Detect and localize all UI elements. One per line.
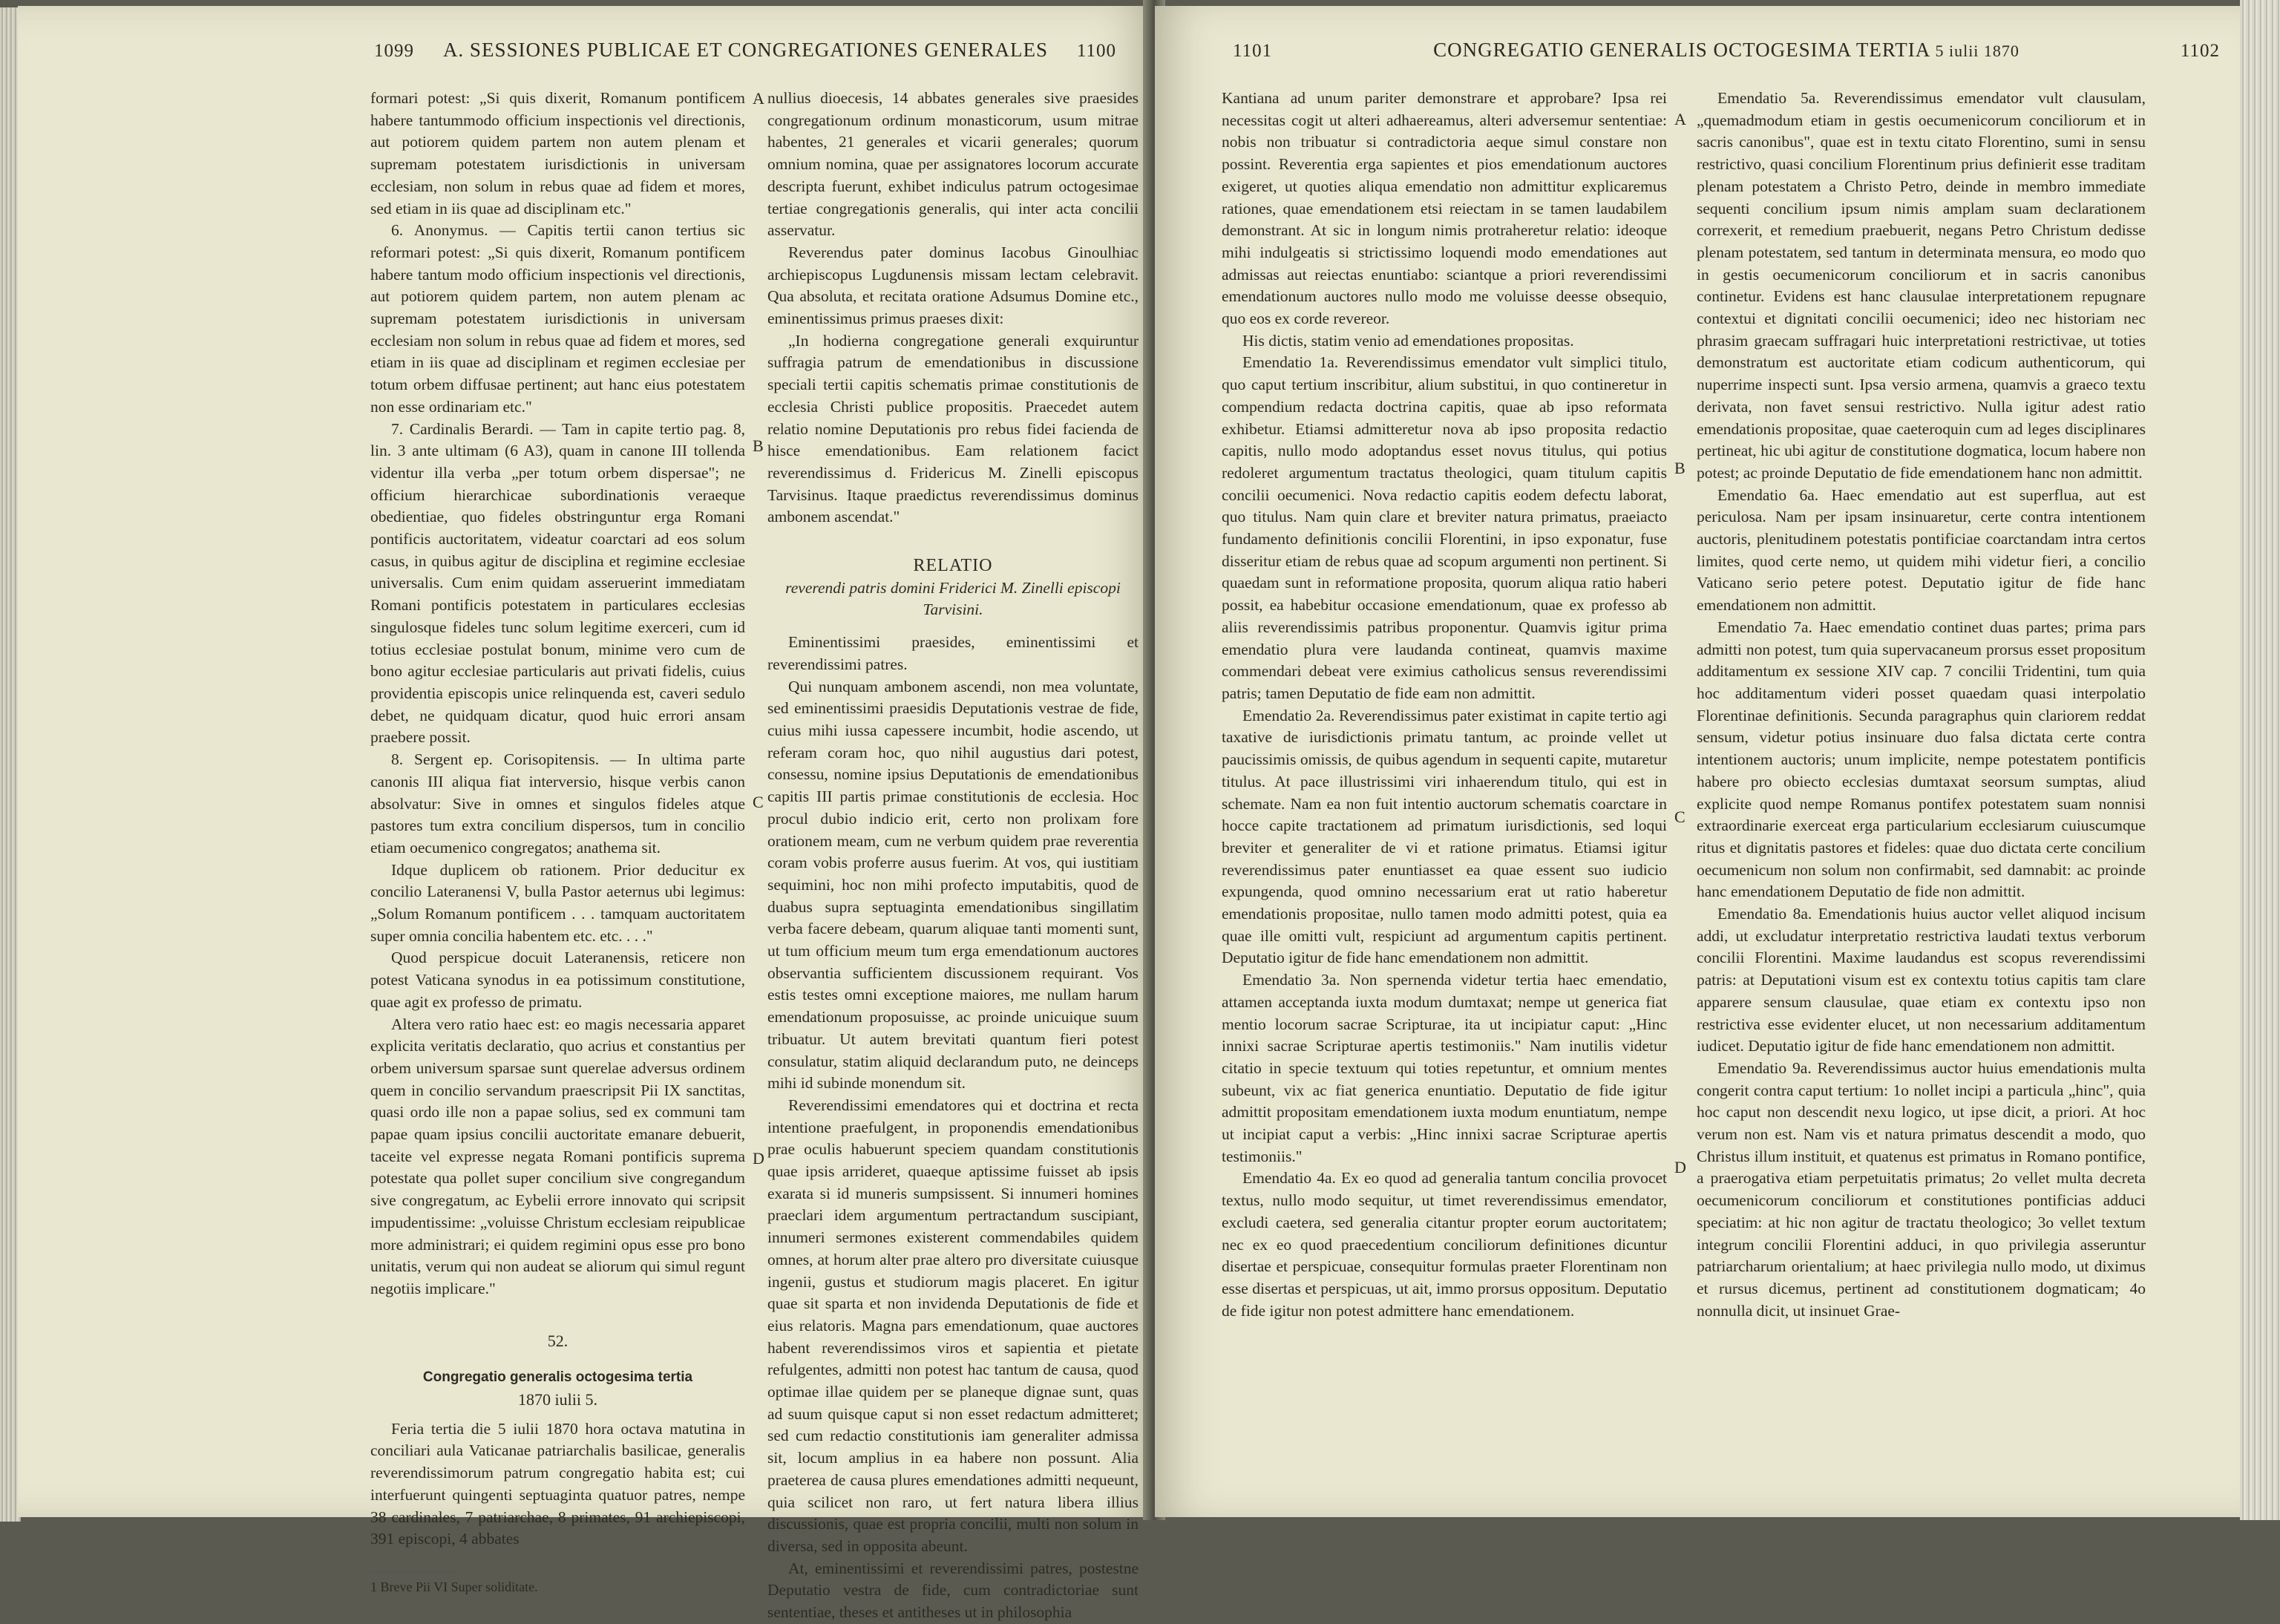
paragraph: Emendatio 8a. Emendationis huius auctor vellet aliquod incisum addi, ut excludatur interpretatio restrictiva laudati textus verborum concilii Florentini. Maxime laudandus est scopus reverendissimi patris: at Deputationi visum est ex contextu totius capitis tam clare apparere sensum clausulae, quae etiam ex contextu ipso non restrictiva esse evidenter elucet, ut non necessarium additamentum iudicet. Deputatio igitur de fide hanc emendationem non admittit. xyxy=(1697,905,2146,1055)
relatio-subtitle: reverendi patris domini Friderici M. Zinelli episcopi Tarvisini. xyxy=(785,578,1121,619)
right-page-header xyxy=(1233,39,2220,68)
relatio-heading xyxy=(767,555,1139,621)
left-page-number-2: 1100 xyxy=(1076,41,1116,61)
paragraph: nullius dioecesis, 14 abbates generales sive praesides congregationum ordinum monasticorum, usum mitrae habentes, 21 generales et vicarii generales; quorum omnium nomina, quae per assignatores locorum accurate descripta fuerunt, exhibet indiculus patrum octogesimae tertiae congregationis generalis, qui inter acta concilii asservatur. xyxy=(767,89,1139,240)
paragraph: Emendatio 9a. Reverendissimus auctor huius emendationis multa congerit contra caput tertium: 1o nollet incipi a particula „hinc", quia hoc caput non descendit nexu logico, ut ipse dicit, a priori. At hoc verum non est. Nam vis et natura primatus descendit a modo, quo Christus illum instituit, et quatenus est primatus in Romano pontifice, a praerogativa etiam perpetuitatis primatus; 2o vellet multa decreta oecumenicorum conciliorum et constitutiones pontificias adduci speciatim: at hic non agitur de tractatu theologico; 3o vellet textum integrum concilii Florentini adduci, in quo privilegia asseruntur patriarcharum orientalium; at haec privilegia nullo modo, ut diximus et rursus dicemus, pertinent ad constitutionem dogmaticam; 4o nonnulla dicit, ut insinuet Grae- xyxy=(1697,1058,2146,1320)
paragraph: Emendatio 4a. Ex eo quod ad generalia tantum concilia provocet textus, nullo modo sequitur, ut timet reverendissimus emendator, excludi caetera, sed generalia citantur propter eorum auctoritatem; nec ex eo quod praecedentium conciliorum definitiones dicuntur disertae et perspicuae, consequitur formulas praeter Florentinam non esse disertas et perspicuas, ut ait, immo prorsus oppositum. Deputatio de fide igitur non potest admittere hanc emendationem. xyxy=(1222,1169,1667,1320)
section-date: 1870 iulii 5. xyxy=(518,1390,597,1409)
section-title: Congregatio generalis octogesima tertia xyxy=(422,1369,693,1386)
left-running-title: A. SESSIONES PUBLICAE ET CONGREGATIONES GENERALES xyxy=(442,39,1048,61)
right-page-number-1: 1101 xyxy=(1233,41,1273,61)
right-running-date: 5 iulii 1870 xyxy=(1935,42,2019,60)
paragraph: Emendatio 3a. Non spernenda videtur tertia haec emendatio, attamen acceptanda iuxta modum dumtaxat; nempe ut generica fiat mentio locorum sacrae Scripturae, ita ut incipiatur caput: „Hinc innixi sacrae Scripturae apertis testimoniis." Nam inutilis videtur citatio in specie textuum qui toties repetuntur, et omnium mentes subeunt, vix ac fiat generica enuntiatio. Deputatio de fide igitur admittit propositam emendationem iuxta modum enuntiatum, nempe ut incipiat caput a verbis: „Hinc innixi sacrae Scripturae apertis testimoniis." xyxy=(1222,971,1667,1165)
section-heading xyxy=(370,1330,745,1411)
paragraph: Reverendissimi emendatores qui et doctrina et recta intentione praefulgent, in proponendis emendationibus prae oculis habuerunt speciem quandam constitutionis quae ipsis arrideret, quaeque aptissime fuisset ab ipsis exarata si id muneris sumpsissent. Si innumeri homines praeclari idem argumentum pertractandum suscipiant, innumeri sermones existerent commendabiles quidem omnes, at horum alter prae altero pro diversitate cuiusque ingenii, gustus et studiorum magis placeret. En igitur quae sit sparta et non invidenda Deputationis de fide et eius relatoris. Magna pars emendationum, quae auctores habent reverendissimos viros et sapientia et pietate refulgentes, admitti non potest hac tantum de causa, quod optimae illae quidem per se planeque dignae sunt, quas ad suum quisque caput si non esset redactum admitteret; sed cum redactio constitutionis iam generaliter admissa sit, locum amplius in ea habere non possunt. Alia praeterea de causa plures emendationes admitti nequeunt, quia scilicet non raro, ut fert natura libera illius discussionis, quae est propria concilii, multi non solum in diversa, sed in opposita abeunt. xyxy=(767,1096,1139,1555)
paragraph: Idque duplicem ob rationem. Prior deducitur ex concilio Lateranensi V, bulla Pastor aeternus ubi legimus: „Solum Romanum pontificem . . . tamquam auctoritatem super omnia concilia habentem etc. etc. . . ." xyxy=(370,860,745,945)
paragraph: Emendatio 6a. Haec emendatio aut est superflua, aut est periculosa. Nam per ipsam insinuaretur, certe contra intentionem auctoris, plenitudinem potestatis pontificiae coarctandam intra certos limites, quod certe nemo, ut quidem mihi videtur fieri, a concilio Vaticano serio petere potest. Deputatio igitur de fide hanc emendationem non admittit. xyxy=(1697,485,2146,615)
book-page-edges-right xyxy=(2240,0,2280,1520)
paragraph: At, eminentissimi et reverendissimi patres, postestne Deputatio vestra de fide, cum contradictoriae sunt sententiae, theses et antitheses ut in philosophia xyxy=(767,1559,1139,1622)
margin-letter-a: A xyxy=(753,89,764,108)
relatio-title: RELATIO xyxy=(913,556,993,576)
margin-letter-c: C xyxy=(753,793,764,811)
paragraph: Reverendus pater dominus Iacobus Ginoulhiac archiepiscopus Lugdunensis missam lectam celebravit. Qua absoluta, et recitata oratione Adsumus Domine etc., eminentissimus primus praeses dixit: xyxy=(767,243,1139,328)
paragraph: Emendatio 2a. Reverendissimus pater existimat in capite tertio agi taxative de iurisdictionis primatu tantum, ac proinde vellet ut paucissimis omissis, de quibus agendum in sequenti capite, mutaretur titulus. At pace illustrissimi viri inhaerendum titulo, qui est in schemate. Nam ea non fuit intentio auctorum schematis coarctare in hocce capite tractationem ad primatum iurisdictionis, sed loqui breviter et generaliter de vi et ratione primatus. Etiamsi igitur reverendissimus pater enuntiasset ea quae essent suo iudicio expungenda, quod omnino necessarium erat ut ratio haberetur emendationis propositae, nullo tamen modo admitti potest, quia ea quae ille omitti vult, respiciunt ad argumentum capitis pertinent. Deputatio igitur de fide hanc emendationem non admittit. xyxy=(1222,706,1667,967)
margin-letter-d: D xyxy=(753,1149,764,1168)
margin-letter-d: D xyxy=(1674,1158,1686,1176)
margin-letter-a: A xyxy=(1674,110,1686,128)
paragraph: Emendatio 7a. Haec emendatio continet duas partes; prima pars admitti non potest, tum quia supervacaneum prorsus esset propositum additamentum ex sessione XIV cap. 7 concilii Tridentini, tum quia hoc additamentum videri posset quaedam quasi interpolatio Florentinae definitionis. Secunda paragraphus quin clariorem reddat sensum, videtur potius insinuare duo falsa dictata certe contra intentionem auctoris; unum implicite, nempe potestatem pontificis habere pro obiecto ecclesias dumtaxat seorsum sumptas, aliud explicite quod nempe Romanus pontifex potestatem suam nonnisi extraordinarie exerceat erga particularium ecclesiarum cuiuscumque ritus et dignitatis pastores et fideles: quae duo dictata certe concilium oecumenicum non solum non confirmabit, sed damnabit: ac proinde hanc emendationem Deputatio de fide non admittit. xyxy=(1697,618,2146,901)
paragraph: 7. Cardinalis Berardi. — Tam in capite tertio pag. 8, lin. 3 ante ultimam (6 A3), quam in canone III tollenda videntur illa verba „per totum orbem dispersae"; ne officium hierarchicae subordinationis veraeque obedientiae, quo fideles obstringuntur erga Romani pontificis auctoritatem, videatur coarctari ad eos solum casus, in quibus agitur de disciplina et regimine ecclesiae universalis. Cum enim quidam asseruerint immediatam Romani pontificis potestatem in particulares ecclesias singulosque fideles tunc solum legitime exerceri, cum id totius ecclesiae postulat bonum, minime vero cum de bono agitur ecclesiae particularis aut privati fidelis, cuius providentia episcopis unice relinquenda est, caveri sedulo debet, ne quidquam dicatur, quod huic errori ansam praebere possit. xyxy=(370,419,745,747)
right-column-a xyxy=(1222,88,1667,1322)
right-running-title-text: CONGREGATIO GENERALIS OCTOGESIMA TERTIA xyxy=(1433,39,1930,61)
paragraph: 6. Anonymus. — Capitis tertii canon tertius sic reformari potest: „Si quis dixerit, Romanum pontificem habere tantum modo officium inspectionis vel directionis, aut potiorem quidem partem, non autem plenam ac supremam potestatem iurisdictionis in universam ecclesiam non solum in rebus quae ad fidem et mores, sed etiam in iis quae ad disciplinam et regimen ecclesiae per totum orbem diffusae pertinent; aut hanc eius potestatem non esse ordinariam etc." xyxy=(370,221,745,416)
footnote-rule xyxy=(370,1571,459,1572)
paragraph: Emendatio 5a. Reverendissimus emendator vult clausulam, „quemadmodum etiam in gestis oecumenicorum conciliorum et in sacris canonibus", quae est in textu citato Florentino, sumi in sensu restrictivo, quasi concilium Florentinum prius definierit esse traditam plenam potestatem a Christo Petro, deinde in membro immediate sequenti concilium ipsum nimis amplam suam declarationem correxerit, et remedium praebuerit, negans Petro Christum dedisse plenam potestatem, sed tantum in determinata mensura, eo modo quo in gestis oecumenicorum conciliorum et in sacris canonibus continetur. Evidens est hanc clausulae interpretationem repugnare contextui et dignitati concilii oecumenici; ideo nec historiam nec phrasim graecam suffragari huic interpretationi restrictivae, ut toties demonstratum est auctoritate etiam codicum authenticorum, qui nuperrime inspecti sunt. Ipsa versio armena, quamvis a graeco textu derivata, non favet sensui restrictivo. Nulla igitur adest ratio emendationis propositae, quae caeteroquin cum ad leges disciplinares pertineat, hic ubi agitur de constitutione dogmatica, locum habere non potest; ac proinde Deputatio de fide emendationem hanc non admittit. xyxy=(1697,89,2146,482)
left-page xyxy=(18,6,1153,1622)
margin-letter-b: B xyxy=(753,436,764,455)
right-running-title xyxy=(1433,39,2019,62)
paragraph: „In hodierna congregatione generali exquiruntur suffragia patrum de emendationibus in discussione speciali tertii capitis schematis primae constitutionis de ecclesia Christi publice propositis. Praecedet autem relatio nomine Deputationis pro rebus fidei facienda de hisce emendationibus. Eam relationem facict reverendissimus d. Fridericus M. Zinelli episcopus Tarvisinus. Itaque praedictus reverendissimus dominus ambonem ascendat." xyxy=(767,331,1139,526)
right-page-number-2: 1102 xyxy=(2180,41,2220,61)
left-column-b xyxy=(767,88,1139,1624)
section-number: 52. xyxy=(547,1331,569,1350)
paragraph: Qui nunquam ambonem ascendi, non mea voluntate, sed eminentissimi praesidis Deputationis vestrae de fide, cuius mihi iussa capessere incumbit, hodie ascendo, ut referam coram hoc, quo nihil augustius dari potest, consessu, nomine ipsius Deputationis de emendationibus capitis III partis primae constitutionis de ecclesia. Hoc procul dubio indicio erit, certo non prolixam fore orationem meam, cum ne verbum quidem prae reverentia coram vobis proferre ausus fuerim. At vos, qui iustitiam sequimini, hoc non mihi profecto imputabitis, quod de duabus supra septuaginta emendationibus singillatim verba facere debeam, quarum aliquae tanti momenti sunt, ut tum officium meum tum erga emendationum auctores observantia sufficientem discussionem requirant. Vos estis testes omni exceptione maiores, me nullam harum emendationum proposuisse, ac proinde unicuique suum tribuatur. Ut autem brevitati quantum fieri potest consulatur, statim aliquid declarandum puto, ne deinceps mihi id subinde monendum sit. xyxy=(767,677,1139,1093)
paragraph: Quod perspicue docuit Lateranensis, reticere non potest Vaticana synodus in ea potissimum constitutione, quae agit ex professo de primatu. xyxy=(370,949,745,1011)
margin-letter-b: B xyxy=(1674,459,1686,477)
paragraph: formari potest: „Si quis dixerit, Romanum pontificem habere tantummodo officium inspectionis vel directionis, aut potiorem quidem partem non autem plenam et supremam potestatem iurisdictionis in universam ecclesiam, non solum in rebus quae ad fidem et mores, sed etiam in iis quae ad disciplinam etc." xyxy=(370,89,745,217)
paragraph: Emendatio 1a. Reverendissimus emendator vult simplici titulo, quo caput tertium inscribitur, alium substitui, in quo contineretur in compendium redacta doctrina capitis, quae ab ipso reformata exhibetur. Etiamsi admitteretur nova ab ipso proposita redactio capitis, nullo modo adoptandus esset novus titulus, qui potius redoleret argumentum tractatus theologici, quam titulum capitis concilii oecumenici. Nova redactio capitis eodem defectu laborat, quo titulus. Nam quin clare et breviter natura primatus, praeiacto fundamento definitionis concilii Florentini, in ipso exponatur, fuse disseritur etiam de rebus quae ad scopum argumenti non pertinent. Si quaedam sunt in reformatione proposita, quorum aliqua ratio haberi possit, ea habebitur occasione emendationum, quae ex professo ab aliis reverendissimis patribus proponentur. Quamvis igitur prima emendatio plura vere laudanda contineat, quamvis maxime commendari debeat vere eximius catholicus sensus reverendissimi patris; tamen Deputatio de fide eam non admittit. xyxy=(1222,353,1667,702)
right-page xyxy=(1155,6,2240,1517)
paragraph: Eminentissimi praesides, eminentissimi et reverendissimi patres. xyxy=(767,633,1139,673)
right-column-b xyxy=(1697,88,2146,1322)
left-page-header xyxy=(374,39,1116,68)
footnote: 1 Breve Pii VI Super soliditate. xyxy=(370,1579,538,1594)
paragraph: Kantiana ad unum pariter demonstrare et approbare? Ipsa rei necessitas cogit ut alteri adhaereamus, alteri adversemur sententiae: nobis non tribuatur si contradictoria aeque simul constare non possint. Reverentia erga sapientes et pios emendationum auctores exigeret, ut quoties aliqua emendatio non admittitur explicaremus rationes, quae emendationem etsi reiectam in se tamen laudabilem demonstrant. At sic in longum nimis protraheretur relatio: ideoque mihi indulgeatis si strictissimo loquendi modo emendationes aut admissas aut reiectas enuntiabo: sciantque a priori reverendissimi emendationum auctores nullo modo me voluisse deesse obsequio, quo eos ex corde revereor. xyxy=(1222,89,1667,328)
paragraph: His dictis, statim venio ad emendationes propositas. xyxy=(1242,331,1574,350)
margin-letter-c: C xyxy=(1674,808,1686,826)
paragraph: Altera vero ratio haec est: eo magis necessaria apparet explicita veritatis declaratio, quo acrius et constantius per orbem universum sparsae sunt querelae adversus ordinem quem in concilio servandum praescripsit Pii IX sanctitas, quasi ordo ille non a papae solius, sed ex communi tam papae quam ipsius concilii auctoritate emanare debuerit, taceite vel expresse negata Romani pontificis suprema potestate qua pollet super concilium sive congregandum sive congregatum, ac Eybelii errore innovato qui scripsit impudentissime: „voluisse Christum ecclesiam reipublicae more administrari; ei quidem regimini opus esse pro bono unitatis, verum qui non audeat se aliorum qui simul regunt negotiis implicare." xyxy=(370,1015,745,1297)
left-column-a xyxy=(370,88,745,1599)
left-page-number-1: 1099 xyxy=(374,41,414,61)
paragraph: 8. Sergent ep. Corisopitensis. — In ultima parte canonis III aliqua fiat interversio, hisque verbis canon absolvatur: Sive in omnes et singulos fideles atque pastores tum extra concilium dispersos, tum in concilio etiam oecumenico congregatos; anathema sit. xyxy=(370,750,745,857)
paragraph: Feria tertia die 5 iulii 1870 hora octava matutina in conciliari aula Vaticanae patriarchalis basilicae, generalis reverendissimorum patrum congregatio habita est; cui interfuerunt quingenti septuaginta quatuor patres, nempe 38 cardinales, 7 patriarchae, 8 primates, 91 archiepiscopi, 391 episcopi, 4 abbates xyxy=(370,1419,745,1548)
